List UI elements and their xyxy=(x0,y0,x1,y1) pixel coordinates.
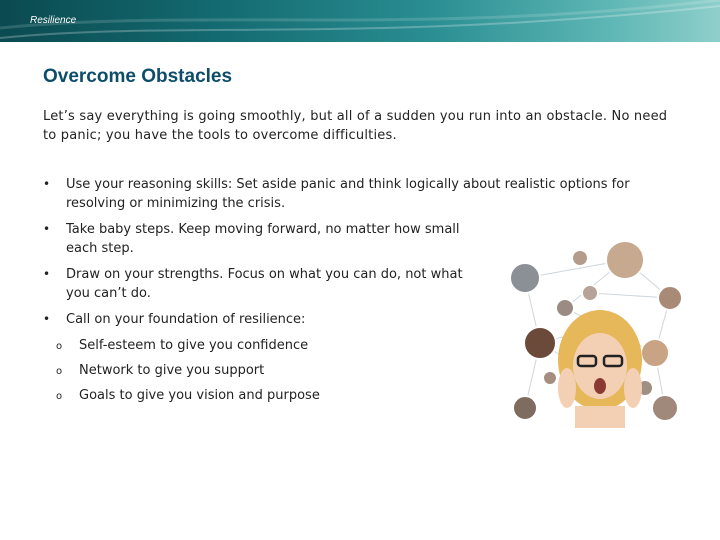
bullet-item xyxy=(43,310,483,329)
sub-bullet-icon: o xyxy=(56,366,63,377)
bullet-icon: • xyxy=(43,312,51,326)
sub-bullet-text: Self-esteem to give you confidence xyxy=(79,338,309,353)
sub-bullet-text: Network to give you support xyxy=(79,363,265,378)
bullet-item xyxy=(43,265,486,303)
sub-bullet-item xyxy=(43,361,483,380)
content-corner-decoration xyxy=(0,30,30,60)
sub-bullet-icon: o xyxy=(56,341,63,352)
bullet-text: Call on your foundation of resilience: xyxy=(66,312,306,327)
bullet-icon: • xyxy=(43,222,51,236)
bullet-icon: • xyxy=(43,267,51,281)
bullet-list xyxy=(43,175,630,411)
social-network-faces-illustration xyxy=(505,238,690,428)
bullet-item xyxy=(43,175,666,213)
header-band xyxy=(0,0,720,42)
bullet-text: Draw on your strengths. Focus on what you can do, not what you can’t do. xyxy=(66,267,463,301)
intro-paragraph: Let’s say everything is going smoothly, but all of a sudden you run into an obstacle. No need to panic; you have the tools to overcome difficulties. xyxy=(43,109,668,143)
header-title: Resilience xyxy=(30,15,77,26)
sub-bullet-item xyxy=(43,386,483,405)
header-swirl-decoration xyxy=(0,0,720,42)
slide-title: Overcome Obstacles xyxy=(43,66,233,87)
bullet-text: Use your reasoning skills: Set aside panic and think logically about realistic options for resolving or minimizing the crisis. xyxy=(66,177,630,211)
sub-bullet-item xyxy=(43,336,483,355)
sub-bullet-icon: o xyxy=(56,391,63,402)
bullet-item xyxy=(43,220,486,258)
surprised-woman-face xyxy=(558,310,642,428)
sub-bullet-text: Goals to give you vision and purpose xyxy=(79,388,320,403)
bullet-text: Take baby steps. Keep moving forward, no matter how small each step. xyxy=(66,222,460,256)
bullet-icon: • xyxy=(43,177,51,191)
